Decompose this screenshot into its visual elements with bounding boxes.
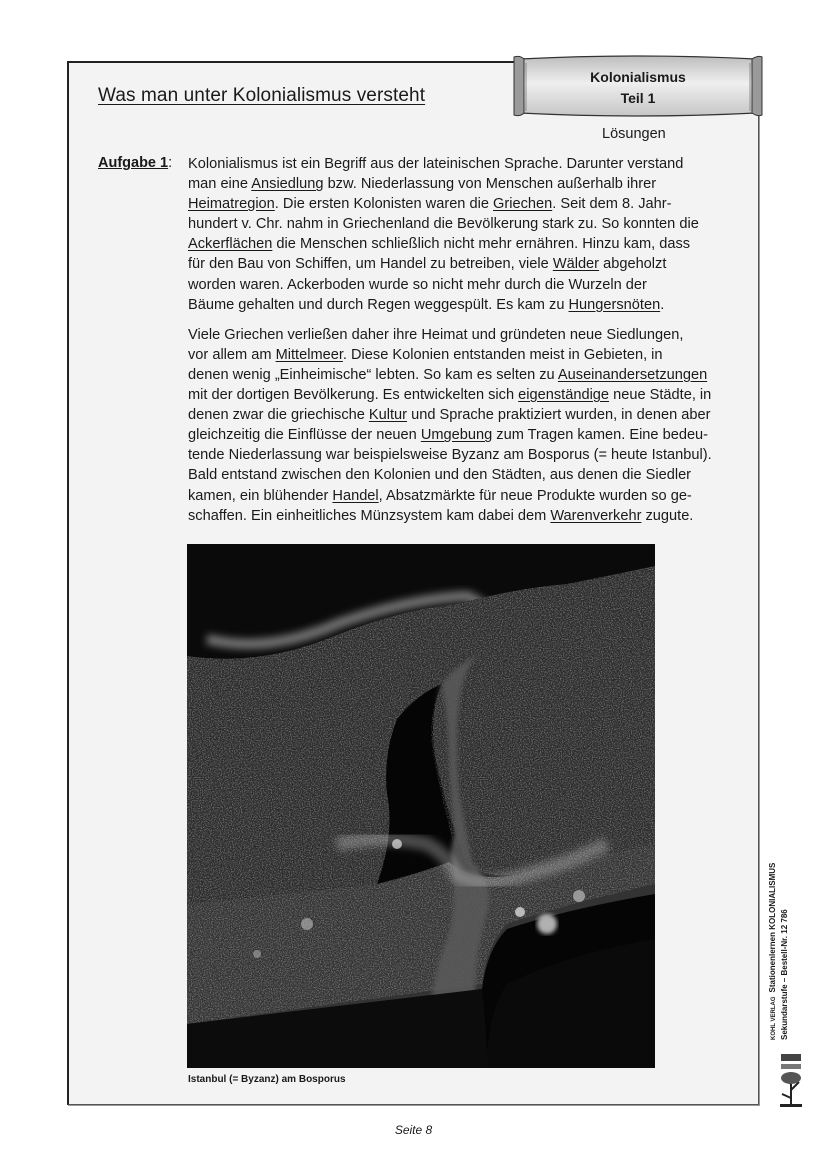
answer-keyword: Mittelmeer [275, 346, 343, 363]
answer-keyword: Umgebung [420, 427, 493, 444]
text-segment: abgeholzt [599, 256, 667, 273]
text-segment: und Sprache praktiziert wurden, in denen aber [407, 407, 711, 424]
answer-keyword: Hungersnöten [568, 296, 661, 313]
text-segment: Viele Griechen verließen daher ihre Heimat und gründeten neue Siedlungen, [188, 326, 684, 343]
text-segment: neue Städte, in [609, 387, 712, 404]
text-line [188, 486, 736, 506]
text-segment: . Die ersten Kolonisten waren die [274, 196, 494, 213]
page-title: Was man unter Kolonialismus versteht [98, 85, 426, 106]
text-line [188, 174, 736, 194]
text-segment: . Diese Kolonien entstanden meist in Gebieten, in [342, 346, 663, 363]
answer-keyword: Ansiedlung [251, 176, 324, 193]
text-segment: Bäume gehalten und durch Regen weggespült. Es kam zu [188, 296, 569, 313]
publisher-name: KOHL VERLAG [771, 996, 777, 1040]
answer-keyword: eigenständige [518, 387, 610, 404]
text-segment: vor allem am [188, 346, 276, 363]
text-line [188, 154, 736, 174]
answer-keyword: Griechen [493, 196, 553, 213]
text-line [188, 214, 736, 234]
scroll-title: Kolonialismus [590, 69, 686, 85]
text-line [188, 465, 736, 485]
text-line [188, 445, 736, 465]
text-segment: . Seit dem 8. Jahr- [552, 196, 672, 213]
text-line [188, 194, 736, 214]
text-line [188, 234, 736, 254]
series-title: Stationenlernen KOLONIALISMUS [768, 862, 777, 993]
text-line [188, 365, 736, 385]
text-line [188, 345, 736, 365]
text-segment: tende Niederlassung war beispielsweise Byzanz am Bosporus (= heute Istanbul). [188, 447, 712, 464]
text-segment: man eine [188, 176, 252, 193]
text-segment: worden waren. Ackerboden wurde so nicht mehr durch die Wurzeln der [188, 276, 647, 293]
photo-caption: Istanbul (= Byzanz) am Bosporus [188, 1074, 346, 1085]
answer-keyword: Ackerflächen [188, 236, 273, 253]
task-label [98, 155, 172, 171]
text-segment: kamen, ein blühender [188, 487, 333, 504]
text-segment: hundert v. Chr. nahm in Griechenland die Bevölkerung stark zu. So konnten die [188, 216, 699, 233]
publisher-side-text [768, 850, 790, 1040]
solutions-label: Lösungen [602, 126, 666, 142]
text-line [188, 385, 736, 405]
answer-keyword: Wälder [552, 256, 600, 273]
scroll-subtitle: Teil 1 [620, 90, 656, 106]
topic-scroll-banner [512, 53, 764, 119]
answer-keyword: Warenverkehr [550, 507, 642, 524]
text-segment: mit der dortigen Bevölkerung. Es entwickelten sich [188, 387, 519, 404]
text-segment: zugute. [641, 507, 694, 524]
text-line [188, 506, 736, 526]
text-line [188, 405, 736, 425]
task-label-colon: : [168, 155, 173, 171]
text-segment: denen zwar die griechische [188, 407, 369, 424]
publisher-logo-icon [776, 1052, 806, 1110]
text-segment: für den Bau von Schiffen, um Handel zu betreiben, viele [188, 256, 553, 273]
answer-keyword: Kultur [368, 407, 408, 424]
paragraph-2 [188, 325, 736, 526]
text-segment: , Absatzmärkte für neue Produkte wurden so ge- [378, 487, 692, 504]
satellite-photo-istanbul [187, 544, 655, 1068]
text-segment: . [660, 296, 665, 313]
text-line [188, 295, 736, 315]
text-segment: Bald entstand zwischen den Kolonien und den Städten, aus denen die Siedler [188, 467, 692, 484]
text-segment: die Menschen schließlich nicht mehr ernähren. Hinzu kam, dass [272, 236, 691, 253]
paragraph-1 [188, 154, 736, 315]
page-number: Seite 8 [394, 1123, 433, 1137]
text-segment: denen wenig „Einheimische“ lebten. So kam es selten zu [188, 366, 558, 383]
text-segment: bzw. Niederlassung von Menschen außerhalb ihrer [323, 176, 657, 193]
text-line [188, 275, 736, 295]
answer-keyword: Auseinandersetzungen [557, 366, 708, 383]
text-line [188, 425, 736, 445]
text-segment: schaffen. Ein einheitliches Münzsystem kam dabei dem [188, 507, 551, 524]
text-segment: Kolonialismus ist ein Begriff aus der lateinischen Sprache. Darunter verstand [188, 156, 684, 172]
bosporus-satellite-image [187, 544, 655, 1068]
order-number: Sekundarstufe – Bestell-Nr. 12 786 [779, 909, 789, 1040]
task-label-text: Aufgabe 1 [98, 155, 169, 171]
text-segment: gleichzeitig die Einflüsse der neuen [188, 427, 421, 444]
task-text [188, 154, 736, 536]
text-line [188, 325, 736, 345]
text-segment: zum Tragen kamen. Eine bedeu- [492, 427, 709, 444]
text-line [188, 254, 736, 274]
answer-keyword: Handel [332, 487, 379, 504]
answer-keyword: Heimatregion [188, 196, 275, 213]
